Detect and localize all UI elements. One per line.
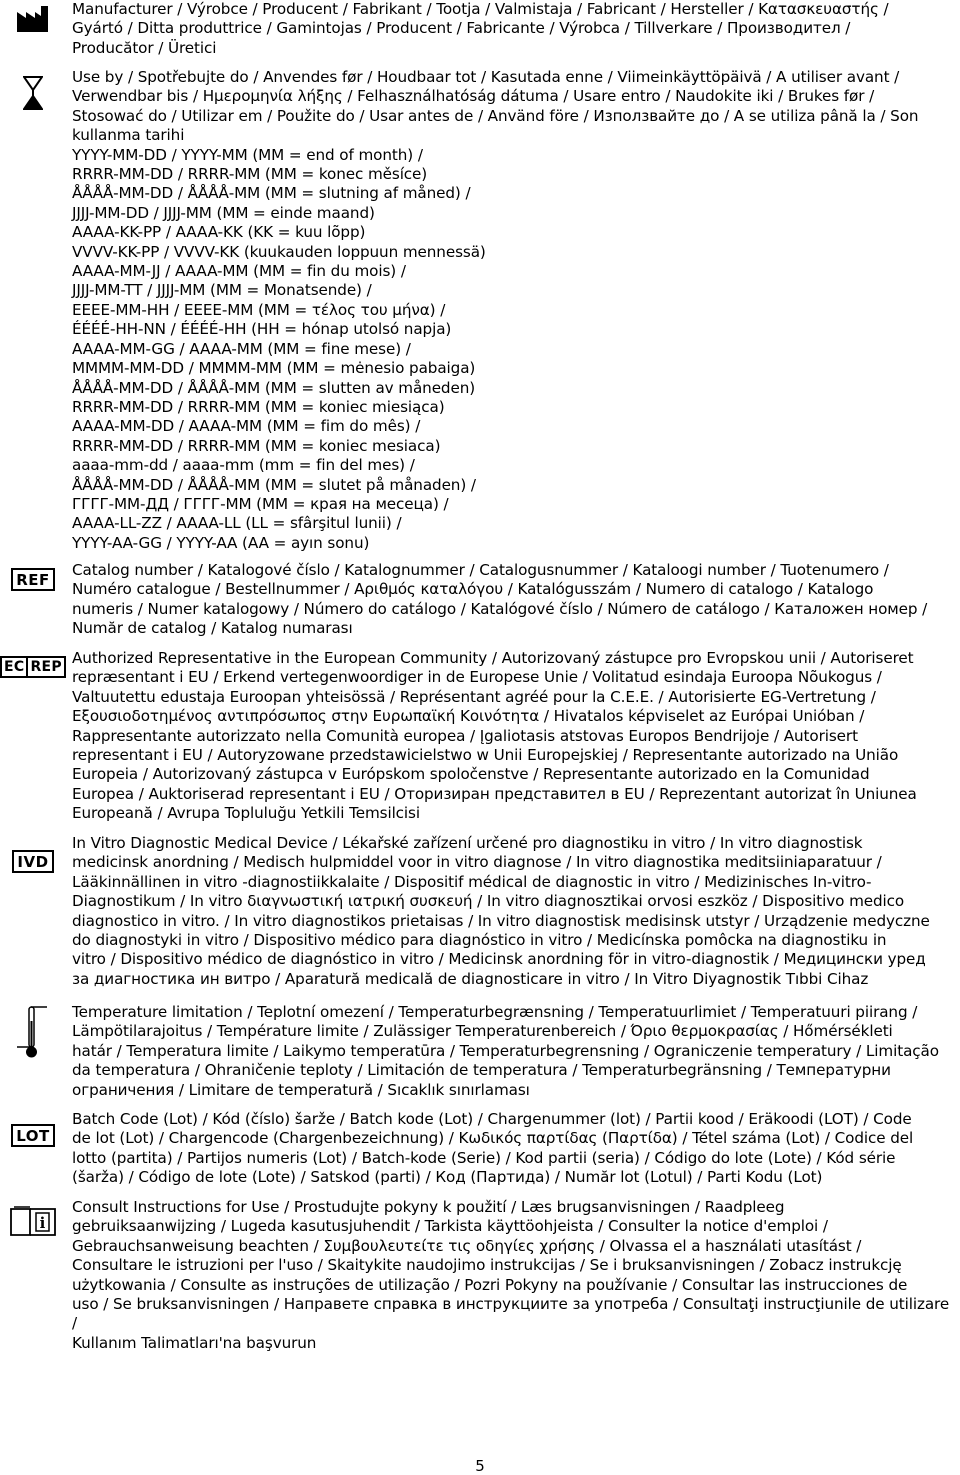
ec-rep-box-icon (2, 656, 64, 678)
lot-symbol-label: LOT (11, 1124, 55, 1147)
text-line: Stosować do / Utilizar em / Použite do / Usar antes de / Använd före / Използвайте до / A se utiliza până la / Son (72, 106, 919, 125)
text-line: numeris / Numer katalogowy / Número do catálogo / Katalógové číslo / Número de catálogo / Каталожен номер / (72, 599, 928, 618)
date-format-line: ÅÅÅÅ-MM-DD / ÅÅÅÅ-MM (MM = slutten av måneden) (72, 378, 476, 397)
text-line: Authorized Representative in the European Community / Autorizovaný zástupce pro Evropskou unii / Autoriseret (72, 649, 914, 667)
manufacturer-factory-icon (4, 6, 62, 32)
text-line: Producător / Üretici (72, 38, 217, 57)
catalog-number-text (72, 561, 956, 639)
text-line: Europeia / Autorizovaný zástupca v Európskom spoločenstve / Representante autorizado en la Comunidad (72, 765, 870, 784)
text-line: Lääkinnällinen in vitro -diagnostiikkalaite / Dispositif médical de diagnostic in vitro / Medizinisches In-vitro- (72, 872, 872, 891)
text-line: határ / Temperatura limite / Laikymo temperatūra / Temperaturbegrensning / Ograniczenie temperatury / Limitação (72, 1041, 939, 1060)
text-line: diagnostico in vitro. / In vitro diagnostikos prietaisas / In vitro diagnostisk medisinsk utstyr / Urządzenie medyczne (72, 911, 930, 930)
date-format-line: ГГГГ-ММ-ДД / ГГГГ-ММ (ММ = края на месеца) / (72, 494, 449, 513)
text-line: Verwendbar bis / Ημερομηνία λήξης / Felhasználhatóság dátuma / Usare entro / Naudokite iki / Brukes før / (72, 87, 875, 106)
text-line: Europeană / Avrupa Topluluğu Yetkili Temsilcisi (72, 804, 420, 823)
ref-box-icon (4, 568, 62, 591)
date-format-line: YYYY-AA-GG / YYYY-AA (AA = ayın sonu) (72, 533, 370, 552)
text-line: Gebrauchsanweisung beachten / Συμβουλευτείτε τις οδηγίες χρήσης / Olvassa el a használati utasítást / (72, 1236, 862, 1255)
text-line: Εξουσιοδοτημένος αντιπρόσωπος στην Ευρωπαϊκή Κοινότητα / Hivatalos képviselet az Európai Unióban / (72, 707, 865, 726)
date-format-line: AAAA-KK-PP / AAAA-KK (KK = kuu lõpp) (72, 223, 366, 242)
text-line: lotto (partita) / Partijos numeris (Lot) / Batch-kode (Serie) / Kod partii (seria) / Código do lote (Lote) / Kód série (72, 1148, 896, 1167)
text-line: Manufacturer / Výrobce / Producent / Fabrikant / Tootja / Valmistaja / Fabricant / Hersteller / Κατασκευαστής / (72, 0, 889, 18)
date-format-line: ÅÅÅÅ-MM-DD / ÅÅÅÅ-MM (MM = slutning af måned) / (72, 184, 471, 203)
ec-label: EC (4, 659, 25, 675)
date-format-line: EEEE-MM-HH / EEEE-MM (MM = τέλος του μήνα) / (72, 300, 446, 319)
date-format-line: AAAA-MM-JJ / AAAA-MM (MM = fin du mois) / (72, 262, 406, 281)
manufacturer-text (72, 0, 956, 58)
text-line: In Vitro Diagnostic Medical Device / Lékařské zařízení určené pro diagnostiku in vitro / In vitro diagnostisk (72, 834, 863, 852)
hourglass-icon (4, 76, 62, 110)
text-line: użytkowania / Consulte as instruções de utilização / Pozri Pokyny na používanie / Consultar las instrucciones de (72, 1275, 908, 1294)
date-format-line: VVVV-KK-PP / VVVV-KK (kuukauden loppuun mennessä) (72, 242, 486, 261)
text-line: gebruiksaanwijzing / Lugeda kasutusjuhendit / Tarkista käyttöohjeista / Consulter la notice d'emploi / (72, 1217, 828, 1236)
text-line: da temperatura / Ohraničenie teploty / Limitación de temperatura / Temperaturbegränsning / Температурни (72, 1061, 891, 1080)
svg-text:i: i (39, 1214, 46, 1232)
date-format-line: RRRR-MM-DD / RRRR-MM (MM = konec měsíce) (72, 165, 428, 184)
date-format-line: JJJJ-MM-DD / JJJJ-MM (MM = einde maand) (72, 203, 375, 222)
ivd-symbol-label: IVD (12, 850, 53, 873)
text-line: Temperature limitation / Teplotní omezení / Temperaturbegrænsning / Temperatuurlimiet / Temperatuuri piirang / (72, 1003, 918, 1021)
date-format-line: RRRR-MM-DD / RRRR-MM (MM = koniec miesiąca) (72, 397, 445, 416)
date-format-line: JJJJ-MM-TT / JJJJ-MM (MM = Monatsende) / (72, 281, 372, 300)
text-line: Consultare le istruzioni per l'uso / Skaitykite naudojimo instrukcijas / Se i bruksanvisningen / Zobacz instrukcję (72, 1256, 902, 1275)
text-line: uso / Se bruksanvisningen / Направете справка в инструкциите за употреба / Consultaţi instrucţiunile de utilizare / (72, 1295, 950, 1333)
ec-rep-symbol (0, 656, 66, 678)
text-line: Kullanım Talimatları'na başvurun (72, 1333, 317, 1352)
text-line: Catalog number / Katalogové číslo / Katalognummer / Catalogusnummer / Kataloogi number / Tuotenumero / (72, 561, 889, 579)
date-format-line: ÅÅÅÅ-MM-DD / ÅÅÅÅ-MM (MM = slutet på månaden) / (72, 475, 476, 494)
text-line: Batch Code (Lot) / Kód (číslo) šarže / Batch kode (Lot) / Chargenummer (lot) / Partii kood / Eräkoodi (LOT) / Code (72, 1110, 912, 1128)
text-line: Valtuutettu edustaja Euroopan yhteisössä / Représentant agréé pour la C.E.E. / Autorisierte EG-Vertretung / (72, 687, 876, 706)
text-line: vitro / Dispositivo médico de diagnóstico in vitro / Medicinsk anordning för in vitro-diagnostik / Медицински уред (72, 950, 926, 969)
ivd-box-icon (4, 850, 62, 873)
temperature-text (72, 1003, 956, 1100)
lot-box-icon (4, 1124, 62, 1147)
date-format-line: AAAA-LL-ZZ / AAAA-LL (LL = sfârşitul lunii) / (72, 514, 402, 533)
text-line: Rappresentante autorizzato nella Comunità europea / Įgaliotasis atstovas Europos Bendrijoje / Autorisert (72, 726, 858, 745)
text-line: repræsentant i EU / Erkend vertegenwoordiger in de Europese Unie / Volitatud esindaja Euroopa Nõukogus / (72, 668, 882, 687)
text-line: Număr de catalog / Katalog numarası (72, 619, 353, 638)
date-format-line: ÉÉÉÉ-HH-NN / ÉÉÉÉ-HH (HH = hónap utolsó napja) (72, 320, 452, 339)
text-line: do diagnostyki in vitro / Dispositivo médico para diagnóstico in vitro / Medicínska pomôcka na diagnostiku in (72, 931, 887, 950)
ref-symbol-label: REF (11, 568, 55, 591)
text-line: Numéro catalogue / Bestellnummer / Αριθμός καταλόγου / Katalógusszám / Numero di catalogo / Katalogo (72, 580, 874, 599)
text-line: Use by / Spotřebujte do / Anvendes før / Houdbaar tot / Kasutada enne / Viimeinkäyttöpäivä / A utiliser avant / (72, 68, 900, 86)
date-format-line: MMMM-MM-DD / MMMM-MM (MM = mėnesio pabaiga) (72, 359, 476, 378)
use-by-text (72, 68, 956, 553)
thermometer-icon (4, 1003, 62, 1059)
ivd-text (72, 834, 956, 989)
text-line: Diagnostikum / In vitro διαγνωστική ιατρική συσκευή / In vitro diagnosztikai orvosi eszköz / Dispositivo medico (72, 892, 905, 911)
text-line: (šarža) / Código de lote (Lote) / Satskod (parti) / Код (Партида) / Număr lot (Lotul) / Parti Kodu (Lot) (72, 1168, 823, 1187)
text-line: representant i EU / Autoryzowane przedstawicielstwo w Unii Europejskiej / Representante autorizado na União (72, 746, 899, 765)
date-format-line: RRRR-MM-DD / RRRR-MM (MM = koniec mesiaca) (72, 436, 441, 455)
batch-code-text (72, 1110, 956, 1188)
text-line: de lot (Lot) / Chargencode (Chargenbezeichnung) / Κωδικός παρτίδας (Παρτίδα) / Tétel száma (Lot) / Codice del (72, 1129, 914, 1148)
date-format-line: YYYY-MM-DD / YYYY-MM (MM = end of month) / (72, 145, 423, 164)
text-line: Consult Instructions for Use / Prostudujte pokyny k použití / Læs brugsanvisningen / Raadpleeg (72, 1198, 785, 1216)
text-line: kullanma tarihi (72, 126, 185, 145)
ec-rep-text (72, 649, 956, 824)
text-line: ограничения / Limitare de temperatură / Sıcaklık sınırlaması (72, 1080, 530, 1099)
text-line: Gyártó / Ditta produttrice / Gamintojas / Producent / Fabricante / Výrobca / Tillverkare / Производител / (72, 19, 851, 38)
date-format-line: AAAA-MM-DD / AAAA-MM (MM = fim do mês) / (72, 417, 421, 436)
book-info-icon (4, 1206, 62, 1236)
date-format-line: aaaa-mm-dd / aaaa-mm (mm = fin del mes) / (72, 456, 415, 475)
text-line: medicinsk anordning / Medisch hulpmiddel voor in vitro diagnose / In vitro diagnostika meditsiiniaparatuur / (72, 853, 882, 872)
text-line: за диагностика ин витро / Aparatură medicală de diagnosticare in vitro / In Vitro Diyagnostik Tıbbi Cihaz (72, 969, 869, 988)
text-line: Europea / Auktoriserad representant i EU / Оторизиран представител в EU / Reprezentant autorizat în Uniunea (72, 784, 917, 803)
date-format-line: AAAA-MM-GG / AAAA-MM (MM = fine mese) / (72, 339, 411, 358)
page-number: 5 (475, 1457, 485, 1475)
text-line: Lämpötilarajoitus / Température limite / Zulässiger Temperaturenbereich / Όριο θερμοκρασίας / Hőmérsékleti (72, 1022, 893, 1041)
rep-label: REP (26, 658, 64, 676)
consult-instructions-text (72, 1198, 956, 1353)
